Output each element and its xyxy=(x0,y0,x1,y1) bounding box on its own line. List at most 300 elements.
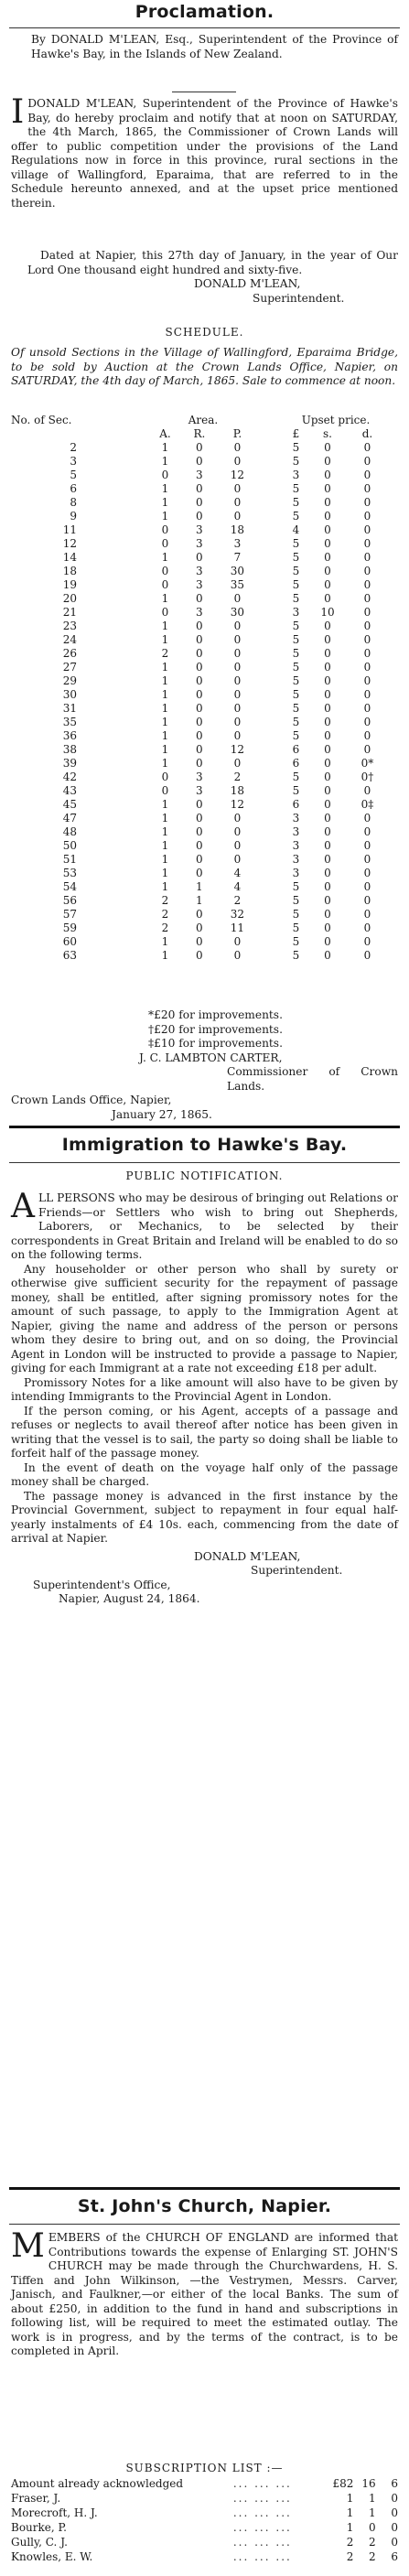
sub-roods: R. xyxy=(193,427,206,440)
section-number: 45 xyxy=(62,798,77,811)
schedule-row xyxy=(11,729,386,743)
section-rule xyxy=(9,2187,400,2190)
price-shillings: 0 xyxy=(324,592,331,605)
area-acres: 0 xyxy=(161,523,169,536)
area-acres: 0 xyxy=(161,469,169,481)
spacer xyxy=(258,482,285,496)
heading-rule xyxy=(9,2224,400,2225)
spacer xyxy=(258,894,285,908)
church-body xyxy=(11,2227,398,2359)
spacer xyxy=(258,867,285,880)
price-pence: 0 xyxy=(363,949,371,962)
area-perches: 18 xyxy=(230,523,245,536)
area-roods: 0 xyxy=(196,592,203,605)
area-roods: 0 xyxy=(196,825,203,838)
price-pounds: 3 xyxy=(292,867,300,879)
price-pence: 0 xyxy=(363,825,371,838)
col-area-header: Area. xyxy=(188,414,219,426)
section-number: 6 xyxy=(70,482,77,495)
area-roods: 0 xyxy=(196,633,203,646)
section-number: 39 xyxy=(62,757,77,770)
immigration-para: The passage money is advanced in the first instance by the Provincial Government, subject to repayment in four equal half-yearly instalments of £4 10s. each, commencing from the date of arrival at Napier. xyxy=(11,1489,398,1545)
area-roods: 0 xyxy=(196,455,203,468)
footnote: *£20 for improvements. xyxy=(148,1008,283,1021)
price-pence: 0 xyxy=(363,647,371,660)
price-shillings: 0 xyxy=(324,798,331,811)
area-roods: 0 xyxy=(196,743,203,756)
amount-shillings: 1 xyxy=(369,2491,376,2505)
spacer xyxy=(258,853,285,867)
section-number: 35 xyxy=(62,716,77,728)
price-pence: 0 xyxy=(363,523,371,536)
price-pence: 0 xyxy=(363,620,371,632)
section-number: 2 xyxy=(70,441,77,454)
price-shillings: 0 xyxy=(324,551,331,564)
schedule-row xyxy=(11,839,386,853)
price-shillings: 0 xyxy=(324,757,331,770)
price-shillings: 0 xyxy=(324,880,331,893)
area-perches: 0 xyxy=(233,949,242,962)
price-pence: 0 xyxy=(363,551,371,564)
section-rule xyxy=(9,1126,400,1128)
amount-pounds: 1 xyxy=(346,2491,354,2505)
spacer xyxy=(258,620,285,633)
schedule-row xyxy=(11,620,386,633)
area-perches: 2 xyxy=(233,771,242,783)
price-shillings: 0 xyxy=(324,784,331,797)
schedule-signature-title: Commissioner of Crown Lands. xyxy=(227,1065,398,1093)
spacer xyxy=(258,825,285,839)
price-pounds: 5 xyxy=(292,441,300,454)
proclamation-text: DONALD M'LEAN, Superintendent of the Province of Hawke's Bay, do hereby proclaim and notify that at noon on SATURDAY, the 4th March, 1865, the Commissioner of Crown Lands will offer to public competition under the provisions of the Land Regulations now in force in this province, rural sections in the village of Wallingford, Eparaima, that are referred to in the Schedule hereunto annexed, and at the upset price mentioned therein. xyxy=(11,97,398,210)
section-number: 53 xyxy=(62,867,77,879)
spacer xyxy=(258,606,285,620)
amount-shillings: 16 xyxy=(361,2476,376,2490)
subscription-row xyxy=(11,2476,398,2491)
price-pence: 0 xyxy=(363,510,371,523)
price-pounds: 5 xyxy=(292,894,300,907)
dropcap: I xyxy=(11,93,25,131)
price-pence: 0 xyxy=(363,784,371,797)
area-acres: 1 xyxy=(161,592,169,605)
price-pence: 0 xyxy=(363,729,371,742)
section-number: 57 xyxy=(62,908,77,921)
schedule-row xyxy=(11,825,386,839)
section-number: 43 xyxy=(62,784,77,797)
section-number: 56 xyxy=(62,894,77,907)
area-roods: 3 xyxy=(196,537,203,550)
area-roods: 0 xyxy=(196,839,203,852)
section-number: 20 xyxy=(62,592,77,605)
area-acres: 1 xyxy=(161,441,169,454)
area-perches: 32 xyxy=(230,908,245,921)
price-pence: 0† xyxy=(361,771,374,783)
price-pounds: 6 xyxy=(292,757,300,770)
schedule-row xyxy=(11,674,386,688)
area-roods: 0 xyxy=(196,729,203,742)
price-pence: 0 xyxy=(363,455,371,468)
area-roods: 0 xyxy=(196,702,203,715)
price-shillings: 0 xyxy=(324,812,331,825)
price-shillings: 0 xyxy=(324,716,331,728)
area-acres: 0 xyxy=(161,537,169,550)
area-perches: 18 xyxy=(230,784,245,797)
price-pounds: 5 xyxy=(292,771,300,783)
proclamation-intro: By DONALD M'LEAN, Esq., Superintendent of the Province of Hawke's Bay, in the Islands of New Zealand. xyxy=(31,33,398,60)
schedule-row xyxy=(11,606,386,620)
spacer xyxy=(258,908,285,922)
area-perches: 11 xyxy=(230,922,245,934)
price-shillings: 0 xyxy=(324,441,331,454)
section-number: 47 xyxy=(62,812,77,825)
price-pence: 0 xyxy=(363,812,371,825)
area-roods: 3 xyxy=(196,606,203,619)
price-pence: 0 xyxy=(363,469,371,481)
area-perches: 4 xyxy=(233,880,242,893)
price-shillings: 0 xyxy=(324,771,331,783)
amount-pence: 0 xyxy=(391,2535,398,2549)
price-pence: 0* xyxy=(361,757,374,770)
subscription-row xyxy=(11,2506,398,2520)
price-shillings: 0 xyxy=(324,825,331,838)
schedule-row xyxy=(11,592,386,606)
sub-acres: A. xyxy=(159,427,171,440)
spacer xyxy=(258,661,285,674)
section-number: 21 xyxy=(62,606,77,619)
price-pence: 0 xyxy=(363,935,371,948)
proclamation-heading: Proclamation. xyxy=(135,2,274,22)
spacer xyxy=(258,523,285,537)
schedule-row xyxy=(11,633,386,647)
price-pounds: 5 xyxy=(292,661,300,674)
area-acres: 1 xyxy=(161,757,169,770)
price-pence: 0 xyxy=(363,606,371,619)
area-acres: 1 xyxy=(161,551,169,564)
spacer xyxy=(258,510,285,523)
area-perches: 0 xyxy=(233,674,242,687)
schedule-row xyxy=(11,880,386,894)
area-roods: 0 xyxy=(196,482,203,495)
price-pounds: 5 xyxy=(292,620,300,632)
price-shillings: 0 xyxy=(324,894,331,907)
price-shillings: 0 xyxy=(324,922,331,934)
area-acres: 1 xyxy=(161,688,169,701)
price-pence: 0 xyxy=(363,688,371,701)
price-shillings: 0 xyxy=(324,633,331,646)
area-perches: 0 xyxy=(233,620,242,632)
footnote: †£20 for improvements. xyxy=(148,1022,283,1036)
area-acres: 1 xyxy=(161,716,169,728)
area-perches: 0 xyxy=(233,716,242,728)
area-acres: 1 xyxy=(161,482,169,495)
price-shillings: 0 xyxy=(324,469,331,481)
spacer xyxy=(258,592,285,606)
area-perches: 30 xyxy=(230,606,245,619)
amount-shillings: 2 xyxy=(369,2549,376,2563)
section-number: 19 xyxy=(62,578,77,591)
price-pounds: 5 xyxy=(292,688,300,701)
price-pounds: 5 xyxy=(292,949,300,962)
spacer xyxy=(258,537,285,551)
area-acres: 2 xyxy=(161,894,169,907)
area-roods: 0 xyxy=(196,853,203,866)
area-perches: 0 xyxy=(233,853,242,866)
area-roods: 0 xyxy=(196,757,203,770)
amount-pence: 0 xyxy=(391,2491,398,2505)
area-roods: 3 xyxy=(196,578,203,591)
immigration-para: LL PERSONS who may be desirous of bringing out Relations or Friends—or Settlers who wish to bring out Shepherds, Laborers, or Mechanics, to be selected by their correspondents in Great Britain and Ireland will be enabled to do so on the following terms. xyxy=(11,1191,398,1261)
immigration-body xyxy=(11,1188,398,1607)
section-number: 54 xyxy=(62,880,77,893)
spacer xyxy=(258,949,285,963)
area-perches: 7 xyxy=(233,551,242,564)
price-pounds: 6 xyxy=(292,743,300,756)
section-number: 36 xyxy=(62,729,77,742)
schedule-row xyxy=(11,935,386,949)
price-shillings: 0 xyxy=(324,565,331,577)
section-number: 23 xyxy=(62,620,77,632)
price-pence: 0 xyxy=(363,853,371,866)
price-pounds: 3 xyxy=(292,839,300,852)
area-acres: 2 xyxy=(161,647,169,660)
price-shillings: 0 xyxy=(324,578,331,591)
price-pounds: 3 xyxy=(292,825,300,838)
section-number: 51 xyxy=(62,853,77,866)
price-pounds: 5 xyxy=(292,674,300,687)
proclamation-signature-title: Superintendent. xyxy=(253,291,345,305)
spacer xyxy=(258,496,285,510)
immigration-office: Superintendent's Office, xyxy=(33,1578,171,1591)
area-roods: 0 xyxy=(196,798,203,811)
section-number: 3 xyxy=(70,455,77,468)
area-acres: 1 xyxy=(161,620,169,632)
area-perches: 0 xyxy=(233,839,242,852)
area-acres: 1 xyxy=(161,867,169,879)
area-roods: 0 xyxy=(196,647,203,660)
price-pence: 0 xyxy=(363,537,371,550)
area-acres: 1 xyxy=(161,633,169,646)
price-pence: 0‡ xyxy=(361,798,374,811)
schedule-signature: J. C. LAMBTON CARTER, xyxy=(139,1051,283,1064)
proclamation-body xyxy=(11,93,398,210)
immigration-para: Any householder or other person who shall by surety or otherwise give sufficient security for the repayment of passage money, shall be entitled, after signing promissory notes for the amount of such passage, to apply to the Immigration Agent at Napier, giving the name and address of the person or persons whom they desire to bring out, and on so doing, the Provincial Agent in London will be instructed to provide a passage to Napier, giving for each Immigrant at a rate not exceeding £18 per adult. xyxy=(11,1262,398,1374)
price-shillings: 0 xyxy=(324,867,331,879)
section-number: 38 xyxy=(62,743,77,756)
area-roods: 0 xyxy=(196,716,203,728)
heading-rule xyxy=(9,1162,400,1163)
schedule-row xyxy=(11,798,386,812)
price-pounds: 5 xyxy=(292,880,300,893)
area-acres: 2 xyxy=(161,922,169,934)
area-acres: 1 xyxy=(161,743,169,756)
price-pounds: 5 xyxy=(292,935,300,948)
area-roods: 0 xyxy=(196,674,203,687)
price-pounds: 3 xyxy=(292,853,300,866)
area-perches: 12 xyxy=(230,798,245,811)
schedule-row xyxy=(11,688,386,702)
spacer xyxy=(258,922,285,935)
proclamation-section xyxy=(11,2,398,22)
schedule-row xyxy=(11,716,386,729)
price-shillings: 0 xyxy=(324,496,331,509)
price-pounds: 4 xyxy=(292,523,300,536)
price-shillings: 0 xyxy=(324,853,331,866)
price-pounds: 5 xyxy=(292,496,300,509)
area-perches: 0 xyxy=(233,812,242,825)
schedule-row xyxy=(11,894,386,908)
area-roods: 0 xyxy=(196,867,203,879)
area-acres: 1 xyxy=(161,880,169,893)
price-shillings: 0 xyxy=(324,935,331,948)
area-acres: 1 xyxy=(161,496,169,509)
price-pounds: 3 xyxy=(292,469,300,481)
spacer xyxy=(258,935,285,949)
amount-pounds: 2 xyxy=(346,2535,354,2549)
price-shillings: 0 xyxy=(324,620,331,632)
spacer xyxy=(258,702,285,716)
price-pence: 0 xyxy=(363,592,371,605)
price-pence: 0 xyxy=(363,894,371,907)
area-roods: 3 xyxy=(196,565,203,577)
price-shillings: 0 xyxy=(324,661,331,674)
schedule-row xyxy=(11,867,386,880)
area-roods: 1 xyxy=(196,880,203,893)
schedule-row xyxy=(11,908,386,922)
area-roods: 0 xyxy=(196,551,203,564)
schedule-row xyxy=(11,922,386,935)
section-number: 18 xyxy=(62,565,77,577)
dropcap: A xyxy=(11,1188,35,1225)
price-shillings: 0 xyxy=(324,674,331,687)
price-pounds: 3 xyxy=(292,606,300,619)
church-text: EMBERS of the CHURCH OF ENGLAND are informed that Contributions towards the expense of Enlarging ST. JOHN'S CHURCH may be made through the Churchwardens, H. S. Tiffen and John Wilkinson, —the Vestrymen, Messrs. Carver, Janisch, and Faulkner,—or either of the local Banks. The sum of about £250, in addition to the fund in hand and subscriptions in following list, will be required to meet the estimated outlay. The work is in progress, and by the terms of the contract, is to be completed in April. xyxy=(11,2231,398,2357)
spacer xyxy=(258,647,285,661)
spacer xyxy=(258,812,285,825)
area-roods: 0 xyxy=(196,922,203,934)
leader-dots: ... ... ... xyxy=(232,2506,292,2519)
schedule-office: Crown Lands Office, Napier, xyxy=(11,1094,172,1106)
schedule-row xyxy=(11,455,386,469)
area-perches: 0 xyxy=(233,757,242,770)
subscription-row xyxy=(11,2535,398,2549)
area-perches: 35 xyxy=(230,578,245,591)
price-pence: 0 xyxy=(363,482,371,495)
price-pounds: 5 xyxy=(292,578,300,591)
area-perches: 0 xyxy=(233,441,242,454)
price-pence: 0 xyxy=(363,578,371,591)
area-roods: 0 xyxy=(196,908,203,921)
spacer xyxy=(258,757,285,771)
price-pounds: 5 xyxy=(292,551,300,564)
section-number: 31 xyxy=(62,702,77,715)
spacer xyxy=(258,880,285,894)
subscriber-name: Gully, C. J. xyxy=(11,2535,68,2549)
area-acres: 1 xyxy=(161,702,169,715)
amount-pounds: £82 xyxy=(332,2476,354,2490)
price-pence: 0 xyxy=(363,661,371,674)
area-perches: 0 xyxy=(233,729,242,742)
price-pence: 0 xyxy=(363,743,371,756)
leader-dots: ... ... ... xyxy=(232,2476,292,2490)
schedule-row xyxy=(11,551,386,565)
sub-perches: P. xyxy=(232,427,242,440)
amount-shillings: 1 xyxy=(369,2506,376,2519)
area-roods: 0 xyxy=(196,935,203,948)
schedule-date: January 27, 1865. xyxy=(112,1107,212,1121)
area-perches: 0 xyxy=(233,935,242,948)
amount-pounds: 1 xyxy=(346,2506,354,2519)
col-no-header: No. of Sec. xyxy=(11,414,72,426)
schedule-heading: SCHEDULE. xyxy=(165,326,244,339)
price-pounds: 5 xyxy=(292,647,300,660)
area-roods: 0 xyxy=(196,688,203,701)
price-shillings: 0 xyxy=(324,839,331,852)
section-number: 5 xyxy=(70,469,77,481)
area-perches: 4 xyxy=(233,867,242,879)
price-pounds: 5 xyxy=(292,716,300,728)
spacer xyxy=(258,784,285,798)
price-pence: 0 xyxy=(363,908,371,921)
schedule-row xyxy=(11,743,386,757)
area-perches: 0 xyxy=(233,647,242,660)
schedule-row xyxy=(11,578,386,592)
section-number: 12 xyxy=(62,537,77,550)
area-roods: 0 xyxy=(196,661,203,674)
price-shillings: 0 xyxy=(324,688,331,701)
spacer xyxy=(258,798,285,812)
immigration-para: If the person coming, or his Agent, accepts of a passage and refuses or neglects to avail thereof after notice has been given in writing that the vessel is to sail, the party so doing shall be liable to forfeit half of the passage money. xyxy=(11,1404,398,1460)
immigration-heading: Immigration to Hawke's Bay. xyxy=(61,1135,348,1155)
subscription-row xyxy=(11,2549,398,2564)
spacer xyxy=(258,578,285,592)
amount-pence: 0 xyxy=(391,2506,398,2519)
amount-pence: 6 xyxy=(391,2549,398,2563)
subscription-row xyxy=(11,2491,398,2506)
spacer xyxy=(258,565,285,578)
schedule-row xyxy=(11,757,386,771)
area-perches: 0 xyxy=(233,825,242,838)
schedule-row xyxy=(11,565,386,578)
price-pounds: 6 xyxy=(292,798,300,811)
church-heading: St. John's Church, Napier. xyxy=(77,2196,332,2216)
subscription-list xyxy=(11,2462,398,2564)
spacer xyxy=(258,633,285,647)
subscription-row xyxy=(11,2520,398,2535)
area-perches: 0 xyxy=(233,510,242,523)
leader-dots: ... ... ... xyxy=(232,2491,292,2505)
spacer xyxy=(258,441,285,455)
subscriber-name: Morecroft, H. J. xyxy=(11,2506,98,2519)
price-shillings: 10 xyxy=(320,606,335,619)
amount-pence: 6 xyxy=(391,2476,398,2490)
section-number: 27 xyxy=(62,661,77,674)
amount-pence: 0 xyxy=(391,2520,398,2534)
price-shillings: 0 xyxy=(324,729,331,742)
price-shillings: 0 xyxy=(324,523,331,536)
sub-pounds: £ xyxy=(292,427,300,440)
amount-shillings: 0 xyxy=(369,2520,376,2534)
price-shillings: 0 xyxy=(324,510,331,523)
price-shillings: 0 xyxy=(324,743,331,756)
price-pence: 0 xyxy=(363,702,371,715)
immigration-signature: DONALD M'LEAN, xyxy=(194,1549,301,1563)
section-number: 63 xyxy=(62,949,77,962)
area-acres: 1 xyxy=(161,798,169,811)
amount-pounds: 1 xyxy=(346,2520,354,2534)
schedule-row xyxy=(11,949,386,963)
spacer xyxy=(258,469,285,482)
schedule-footnotes xyxy=(11,1008,398,1122)
